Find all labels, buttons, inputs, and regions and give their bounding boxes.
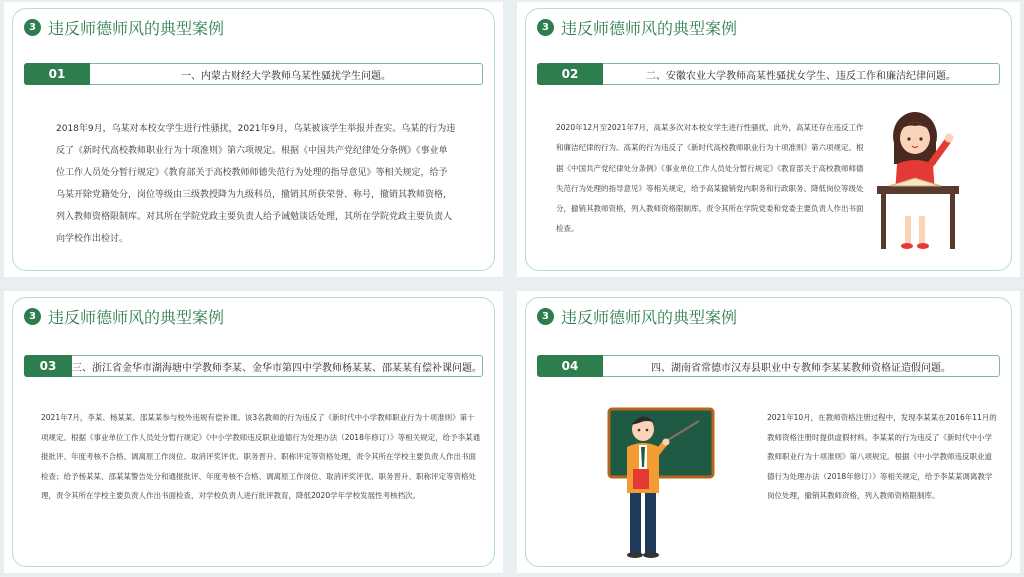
case-title: 四、湖南省常德市汉寿县职业中专教师李某某教师资格证造假问题。 <box>651 362 951 374</box>
student-girl-illustration <box>867 106 967 256</box>
slide-3 <box>4 291 503 573</box>
slide-title: 违反师德师风的典型案例 <box>561 308 738 327</box>
section-badge: 3 <box>537 19 554 36</box>
case-title: 一、内蒙古财经大学教师乌某性骚扰学生问题。 <box>181 70 391 82</box>
case-bar <box>537 355 1000 377</box>
slide-2 <box>517 2 1020 277</box>
section-badge: 3 <box>24 19 41 36</box>
case-number: 01 <box>24 63 90 85</box>
case-title: 三、浙江省金华市湖海塘中学教师李某、金华市第四中学教师杨某某、邵某某有偿补课问题。 <box>72 362 482 374</box>
case-body: 2021年10月，在教师资格注册过程中，发现李某某在2016年11月的教师资格注册时提供虚假材料。李某某的行为违反了《新时代中小学教师职业行为十项准则》第八项规定。根据《中小学教师违反职业道德行为处理办法（2018年修订）》等相关规定，给予李某某调离教学岗位处理，撤销其教师资格，列入教师资格限制库。 <box>767 413 997 501</box>
section-badge: 3 <box>537 308 554 325</box>
case-body: 2020年12月至2021年7月，高某多次对本校女学生进行性骚扰，此外，高某还存在违反工作和廉洁纪律的行为。高某的行为违反了《新时代高校教师职业行为十项准则》第六项规定。根据《中国共产党纪律处分条例》《事业单位工作人员处分暂行规定》《教育部关于高校教师师德失范行为处理的指导意见》等相关规定，给予高某撤销党内职务和行政职务、降低岗位等级处分，撤销其教师资格，列入教师资格限制库。责令其所在学院党委和党委主要负责人作出书面检查。 <box>556 123 864 234</box>
case-number: 04 <box>537 355 603 377</box>
case-body: 2018年9月，乌某对本校女学生进行性骚扰，2021年9月，乌某被该学生举报并查实。乌某的行为违反了《新时代高校教师职业行为十项准则》第六项规定。根据《中国共产党纪律处分条例》《事业单位工作人员处分暂行规定》《教育部关于高校教师师德失范行为处理的指导意见》等相关规定，给予乌某开除党籍处分，岗位等级由三级教授降为九级科员，撤销其所获荣誉、称号，撤销其教师资格，列入教师资格限制库。对其所在学院党政主要负责人给予诫勉谈话处理，其所在学院党政主要负责人向学校作出检讨。 <box>56 124 456 244</box>
slide-title: 违反师德师风的典型案例 <box>561 19 738 38</box>
case-bar <box>537 63 1000 85</box>
section-badge: 3 <box>24 308 41 325</box>
case-title: 二、安徽农业大学教师高某性骚扰女学生、违反工作和廉洁纪律问题。 <box>646 70 956 82</box>
case-body: 2021年7月，李某、杨某某、邵某某参与校外违规有偿补课。该3名教师的行为违反了《新时代中小学教师职业行为十项准则》第十项规定。根据《事业单位工作人员处分暂行规定》《中小学教师违反职业道德行为处理办法（2018年修订）》等相关规定，给予李某通报批评、年度考核不合格、调离原工作岗位、取消评奖评优、职务晋升、职称评定等资格处理，责令其所在学校主要负责人作出书面检查；给予杨某某、邵某某警告处分和通报批评、年度考核不合格、调离原工作岗位、取消评奖评优、职务晋升、职称评定等资格处理，责令其所在学校主要负责人作出书面检查，对学校负责人进行批评教育，降低2020学年学校发展性考核档次。 <box>41 413 481 501</box>
slide-header <box>24 305 224 328</box>
slide-header <box>24 16 224 39</box>
slide-title: 违反师德师风的典型案例 <box>48 308 225 327</box>
slide-title: 违反师德师风的典型案例 <box>48 19 225 38</box>
case-number: 02 <box>537 63 603 85</box>
slide-header <box>537 16 737 39</box>
slide-1 <box>4 2 503 277</box>
case-bar <box>24 63 483 85</box>
slide-4 <box>517 291 1020 573</box>
case-number: 03 <box>24 355 72 377</box>
slide-header <box>537 305 737 328</box>
teacher-blackboard-illustration <box>603 405 723 565</box>
case-bar <box>24 355 483 377</box>
